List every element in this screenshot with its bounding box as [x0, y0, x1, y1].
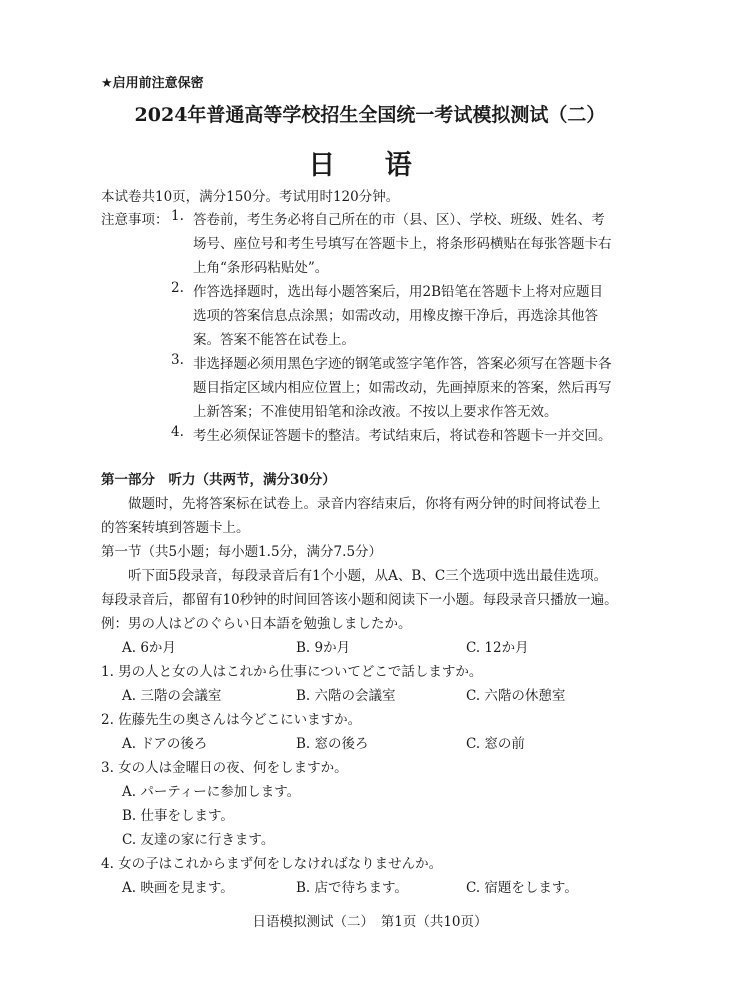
section1-instruction-line: 听下面5段录音，每段录音后有1个小题，从A、B、C三个选项中选出最佳选项。 [128, 568, 608, 584]
exam-title: 2024年普通高等学校招生全国统一考试模拟测试（二） [134, 104, 606, 126]
option-b: B. 窓の後ろ [296, 736, 369, 752]
option-a: A. 映画を見ます。 [122, 880, 234, 896]
notice-item-number: 3. [171, 352, 184, 368]
notice-item-line: 上新答案；不准使用铅笔和涂改液。不按以上要求作答无效。 [193, 404, 558, 420]
option-b: B. 六階の会議室 [296, 688, 396, 704]
notice-item-number: 4. [171, 424, 184, 440]
question-text: 2. 佐藤先生の奥さんは今どこにいますか。 [101, 712, 362, 728]
example-question: 例：男の人はどのぐらい日本語を勉強しましたか。 [101, 616, 412, 632]
notice-item-line: 题目指定区域内相应位置上；如需改动，先画掉原来的答案，然后再写 [193, 380, 612, 396]
section1-heading: 第一节（共5小题；每小题1.5分，满分7.5分） [101, 544, 383, 560]
option-c: C. 六階の休憩室 [466, 688, 566, 704]
notice-item-line: 案。答案不能答在试卷上。 [193, 332, 355, 348]
notice-label: 注意事项： [101, 212, 169, 228]
notice-item-number: 1. [171, 208, 184, 224]
option-c: C. 窓の前 [466, 736, 525, 752]
part1-instruction-line: 的答案转填到答题卡上。 [101, 520, 250, 536]
option-b: B. 仕事をします。 [122, 808, 234, 824]
notice-item-line: 场号、座位号和考生号填写在答题卡上，将条形码横贴在每张答题卡右 [193, 236, 612, 252]
question-text: 1. 男の人と女の人はこれから仕事についてどこで話しますか。 [101, 664, 483, 680]
confidential-notice: ★启用前注意保密 [101, 76, 204, 91]
option-a: A. パーティーに参加します。 [122, 784, 301, 800]
notice-item-line: 选项的答案信息点涂黑；如需改动，用橡皮擦干净后，再选涂其他答 [193, 308, 598, 324]
notice-item-number: 2. [171, 280, 184, 296]
subject-title: 日 语 [308, 150, 432, 181]
notice-item-line: 非选择题必须用黑色字迹的钢笔或签字笔作答，答案必须写在答题卡各 [193, 356, 612, 372]
option-c: C. 12か月 [466, 640, 529, 656]
part1-instruction-line: 做题时，先将答案标在试卷上。录音内容结束后，你将有两分钟的时间将试卷上 [128, 496, 601, 512]
option-c: C. 宿題をします。 [466, 880, 578, 896]
question-text: 3. 女の人は金曜日の夜、何をしますか。 [101, 760, 348, 776]
section1-instruction-line: 每段录音后，都留有10秒钟的时间回答该小题和阅读下一小题。每段录音只播放一遍。 [101, 592, 618, 608]
part1-heading: 第一部分 听力（共两节，满分30分） [101, 472, 336, 488]
notice-item-line: 上角“条形码粘贴处”。 [193, 260, 329, 276]
option-a: A. ドアの後ろ [122, 736, 208, 752]
page-footer: 日语模拟测试（二） 第1页（共10页） [252, 914, 488, 930]
option-b: B. 9か月 [296, 640, 351, 656]
option-a: A. 三階の会議室 [122, 688, 222, 704]
notice-item-line: 作答选择题时，选出每小题答案后，用2B铅笔在答题卡上将对应题目 [193, 284, 604, 300]
option-c: C. 友達の家に行きます。 [122, 832, 275, 848]
notice-item-line: 考生必须保证答题卡的整洁。考试结束后，将试卷和答题卡一并交回。 [193, 428, 612, 444]
question-text: 4. 女の子はこれからまず何をしなければなりませんか。 [101, 856, 443, 872]
notice-item-line: 答卷前，考生务必将自己所在的市（县、区）、学校、班级、姓名、考 [193, 212, 605, 228]
option-a: A. 6か月 [122, 640, 176, 656]
paper-intro: 本试卷共10页，满分150分。考试用时120分钟。 [101, 189, 400, 205]
option-b: B. 店で待ちます。 [296, 880, 408, 896]
